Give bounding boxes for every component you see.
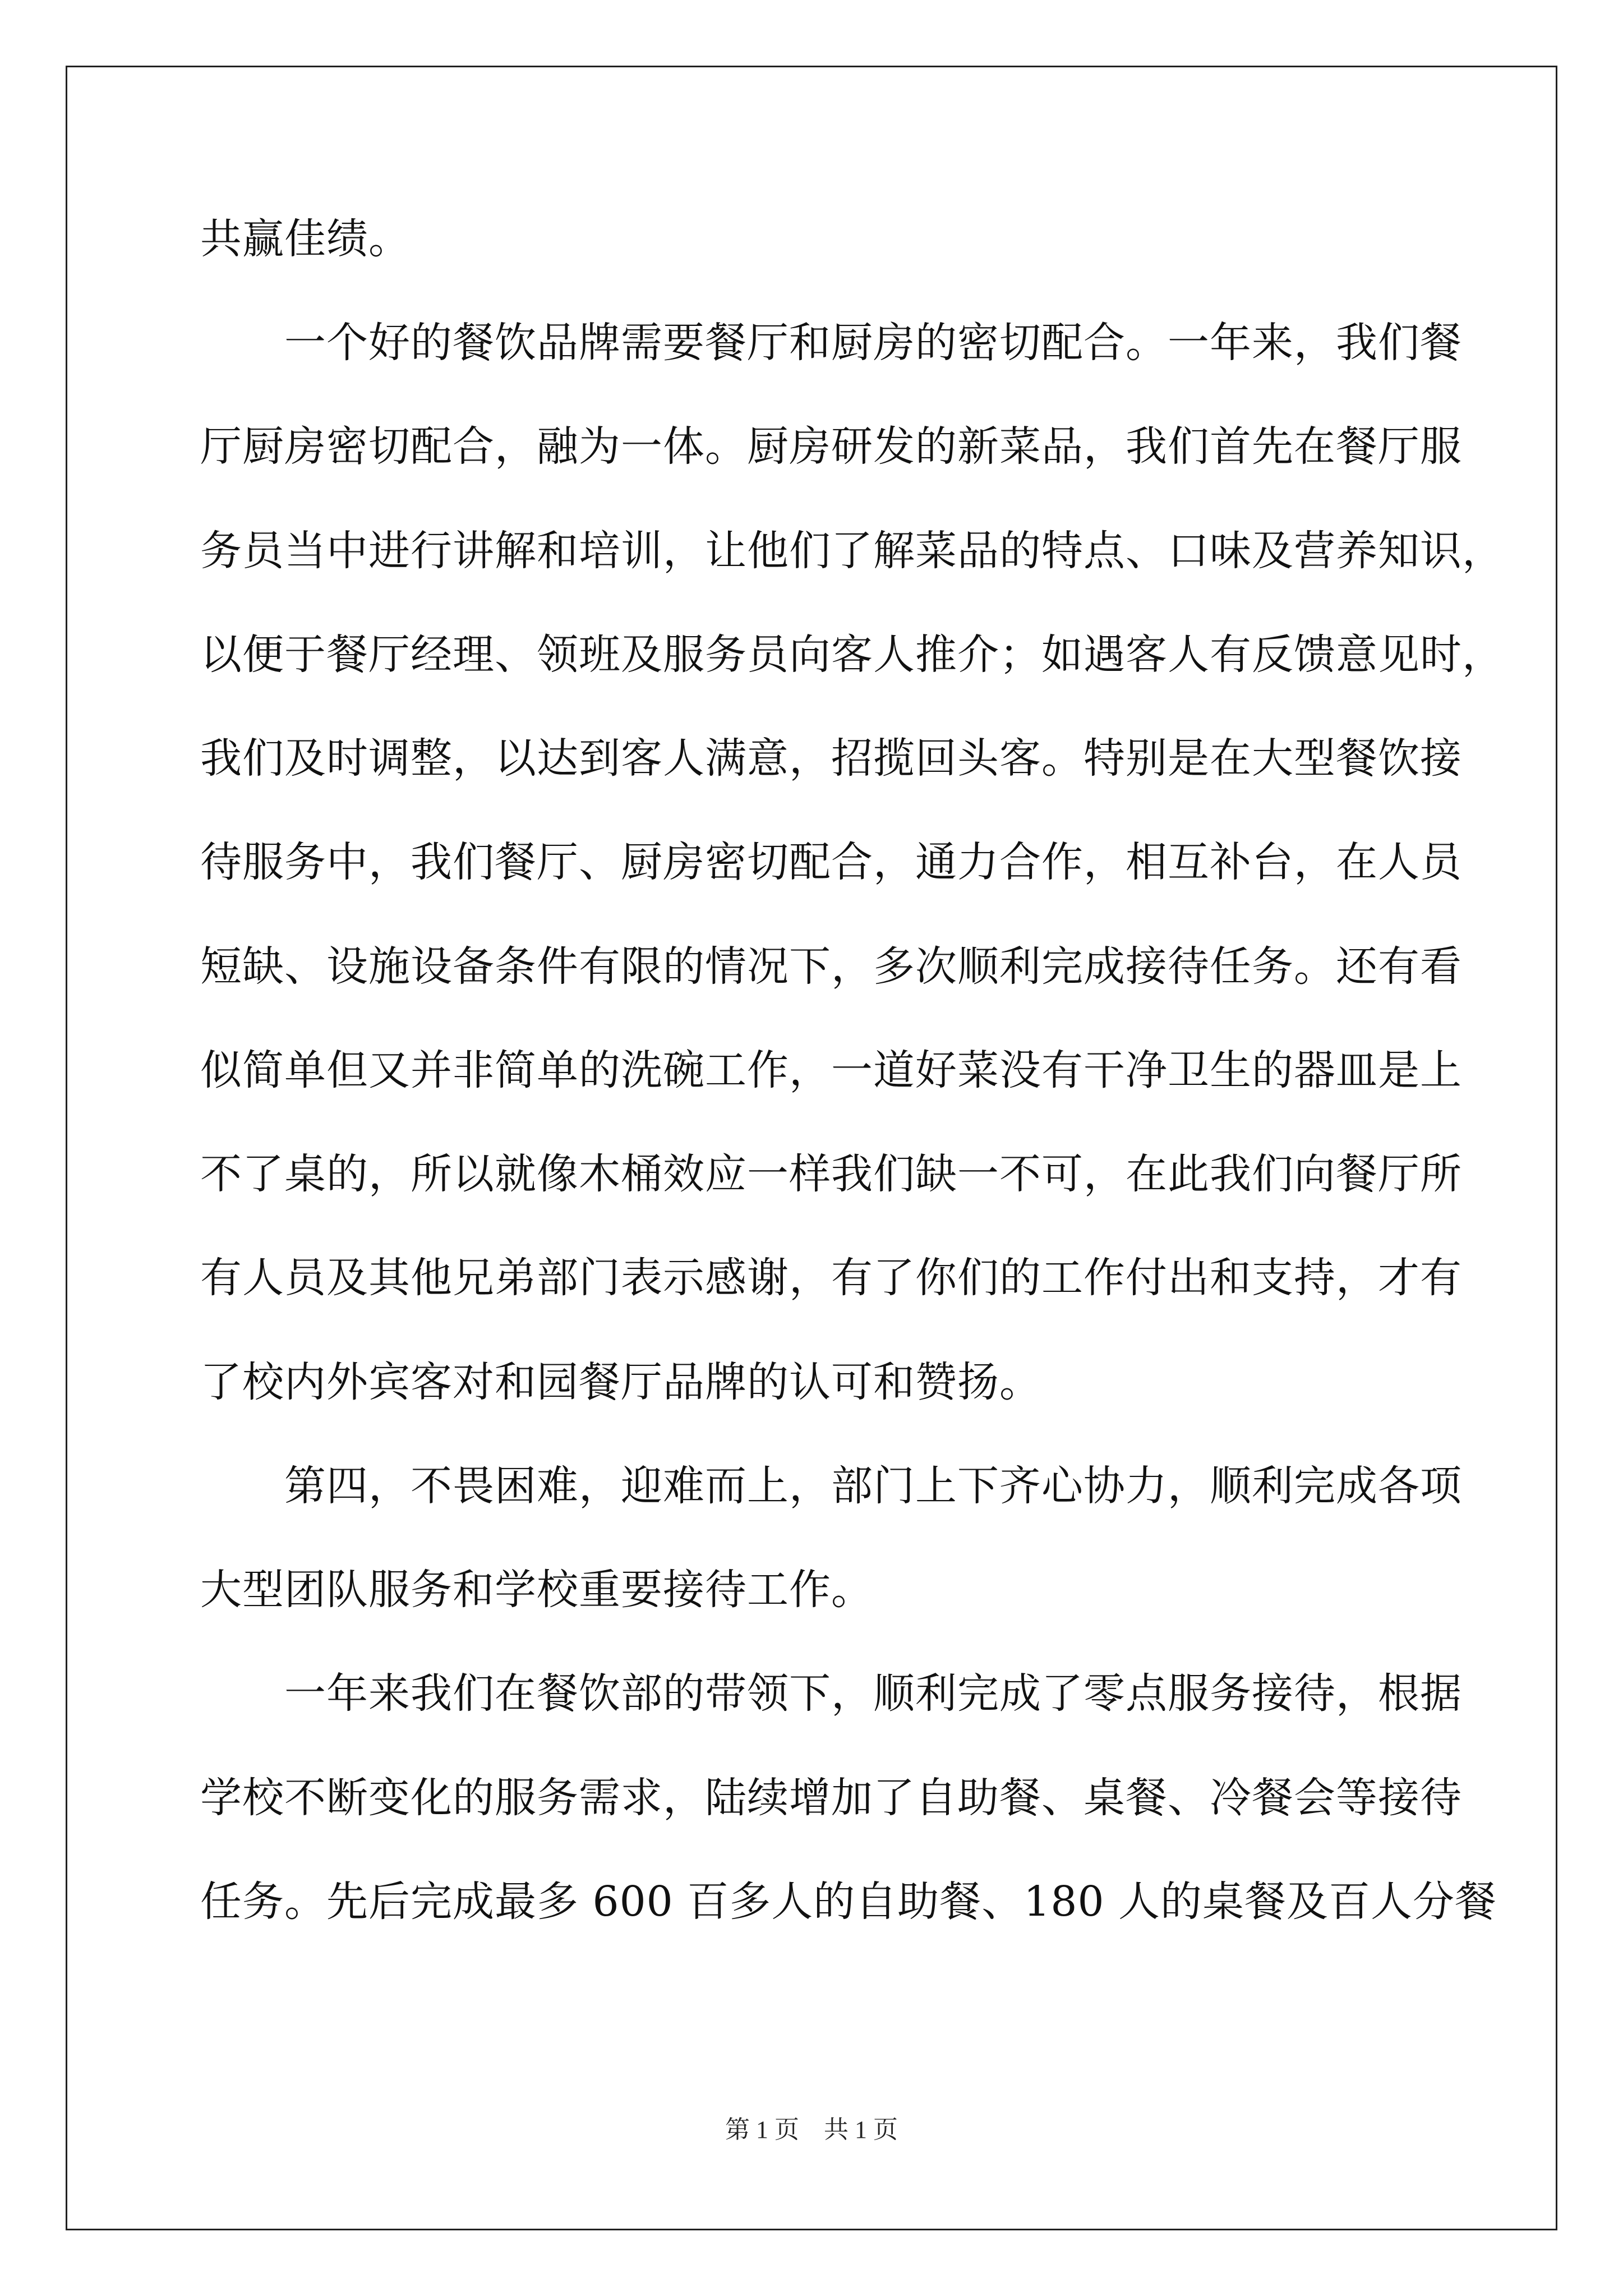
- text-line: 以便于餐厅经理、领班及服务员向客人推介；如遇客人有反馈意见时，: [200, 631, 1504, 679]
- text-line: 了校内外宾客对和园餐厅品牌的认可和赞扬。: [200, 1358, 1041, 1406]
- text-line: 我们及时调整，以达到客人满意，招揽回头客。特别是在大型餐饮接: [200, 734, 1462, 783]
- text-line: 学校不断变化的服务需求，陆续增加了自助餐、桌餐、冷餐会等接待: [200, 1774, 1462, 1822]
- text-line: 一个好的餐饮品牌需要餐厅和厨房的密切配合。一年来，我们餐: [200, 319, 1462, 367]
- text-line: 务员当中进行讲解和培训，让他们了解菜品的特点、口味及营养知识，: [200, 527, 1504, 575]
- text-line: 有人员及其他兄弟部门表示感谢，有了你们的工作付出和支持，才有: [200, 1254, 1462, 1302]
- text-line: 第四，不畏困难，迎难而上，部门上下齐心协力，顺利完成各项: [200, 1462, 1462, 1510]
- text-line: 任务。先后完成最多 600 百多人的自助餐、180 人的桌餐及百人分餐: [200, 1878, 1497, 1926]
- text-line: 不了桌的，所以就像木桶效应一样我们缺一不可，在此我们向餐厅所: [200, 1150, 1462, 1198]
- text-line: 共赢佳绩。: [200, 215, 411, 263]
- text-line: 短缺、设施设备条件有限的情况下，多次顺利完成接待任务。还有看: [200, 942, 1462, 991]
- text-line: 一年来我们在餐饮部的带领下，顺利完成了零点服务接待，根据: [200, 1669, 1462, 1718]
- text-line: 似简单但又并非简单的洗碗工作，一道好菜没有干净卫生的器皿是上: [200, 1046, 1462, 1094]
- text-line: 大型团队服务和学校重要接待工作。: [200, 1566, 873, 1614]
- text-line: 待服务中，我们餐厅、厨房密切配合，通力合作，相互补台，在人员: [200, 838, 1462, 886]
- text-line: 厅厨房密切配合，融为一体。厨房研发的新菜品，我们首先在餐厅服: [200, 422, 1462, 471]
- page-number-footer: 第 1 页 共 1 页: [725, 2116, 898, 2143]
